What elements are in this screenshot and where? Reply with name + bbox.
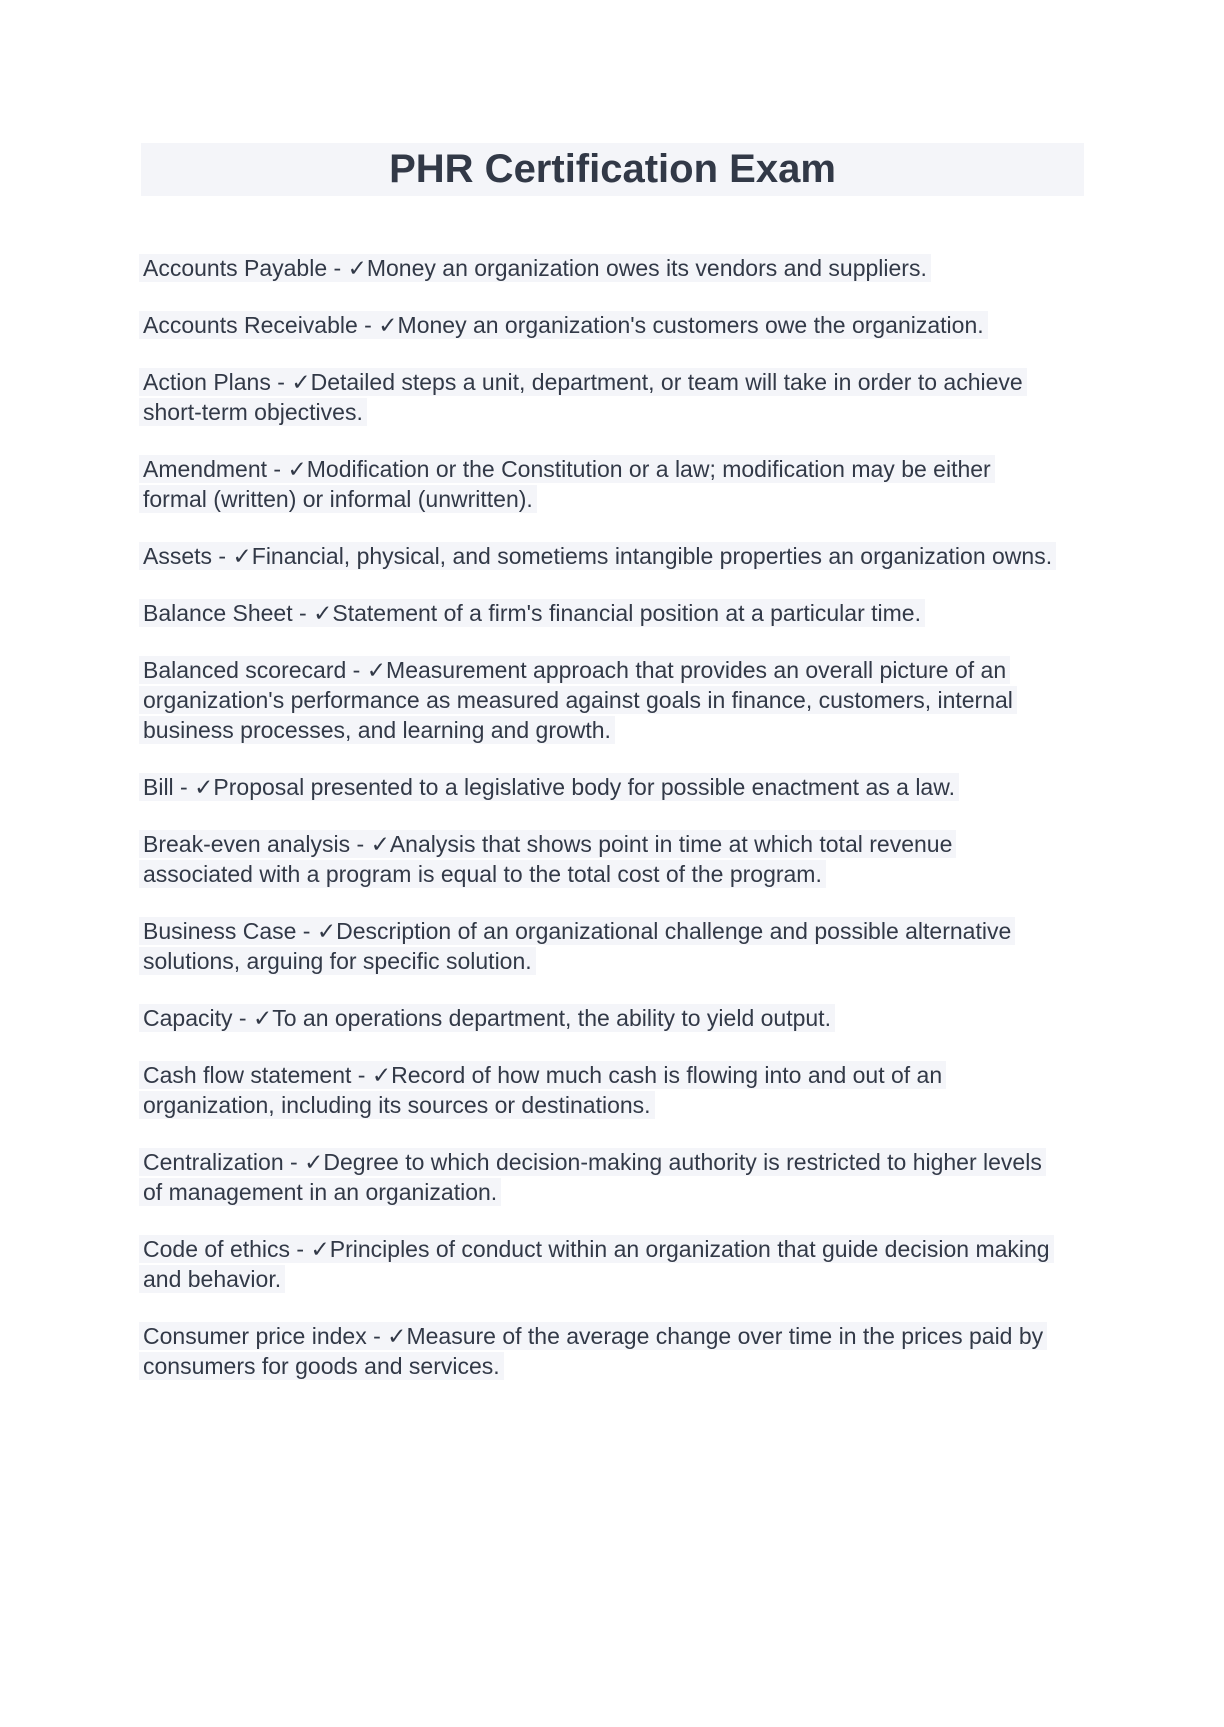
glossary-entry [139, 310, 1057, 340]
entry-separator: - [327, 255, 348, 281]
checkmark-icon: ✓ [252, 1005, 273, 1031]
checkmark-icon: ✓ [370, 831, 390, 857]
checkmark-icon: ✓ [310, 1236, 330, 1262]
page-title: PHR Certification Exam [389, 147, 836, 191]
entry-separator: - [283, 1149, 305, 1175]
checkmark-icon: ✓ [366, 657, 387, 683]
glossary-list [139, 253, 1057, 1381]
entry-separator: - [232, 1005, 253, 1031]
entry-definition: Principles of conduct within an organization that guide decision making and behavior. [143, 1236, 1050, 1292]
entry-separator: - [346, 657, 367, 683]
entry-term: Amendment [143, 456, 268, 482]
entry-highlight [139, 542, 1056, 570]
entry-term: Bill [143, 774, 174, 800]
glossary-entry [139, 598, 1057, 628]
entry-separator: - [351, 1062, 372, 1088]
entry-term: Accounts Receivable [143, 312, 358, 338]
entry-term: Assets [143, 543, 213, 569]
entry-highlight [139, 1322, 1047, 1380]
entry-separator: - [267, 456, 288, 482]
entry-term: Business Case [143, 918, 297, 944]
entry-highlight [139, 1061, 946, 1119]
glossary-entry [139, 1003, 1057, 1033]
entry-term: Code of ethics [143, 1236, 291, 1262]
checkmark-icon: ✓ [378, 312, 398, 338]
entry-definition: Measurement approach that provides an overall picture of an organization's performance as measured against goals in finance, customers, internal business processes, and learning and growth. [143, 657, 1013, 743]
glossary-entry [139, 541, 1057, 571]
glossary-entry [139, 1234, 1057, 1294]
entry-definition: Statement of a firm's financial position at a particular time. [332, 600, 921, 626]
checkmark-icon: ✓ [371, 1062, 392, 1088]
entry-definition: Measure of the average change over time in the prices paid by consumers for goods and services. [143, 1323, 1044, 1379]
entry-term: Balance Sheet [143, 600, 293, 626]
entry-separator: - [366, 1323, 388, 1349]
glossary-entry [139, 1147, 1057, 1207]
entry-highlight [139, 311, 988, 339]
entry-separator: - [270, 369, 292, 395]
entry-definition: Description of an organizational challenge and possible alternative solutions, arguing for specific solution. [143, 918, 1012, 974]
entry-separator: - [290, 1236, 311, 1262]
entry-highlight [139, 1004, 835, 1032]
entry-highlight [139, 773, 959, 801]
glossary-entry [139, 1321, 1057, 1381]
glossary-entry [139, 829, 1057, 889]
entry-highlight [139, 1235, 1054, 1293]
entry-definition: Financial, physical, and sometiems intangible properties an organization owns. [251, 543, 1053, 569]
entry-highlight [139, 917, 1015, 975]
entry-highlight [139, 656, 1017, 744]
entry-term: Balanced scorecard [143, 657, 347, 683]
glossary-entry [139, 655, 1057, 745]
entry-definition: Detailed steps a unit, department, or team will take in order to achieve short-term objectives. [143, 369, 1023, 425]
entry-term: Centralization [143, 1149, 284, 1175]
entry-definition: Money an organization owes its vendors and suppliers. [366, 255, 927, 281]
entry-definition: Modification or the Constitution or a law; modification may be either formal (written) or informal (unwritten). [143, 456, 991, 512]
checkmark-icon: ✓ [287, 456, 307, 482]
document-title-bar [141, 143, 1084, 196]
entry-term: Cash flow statement [143, 1062, 352, 1088]
glossary-entry [139, 367, 1057, 427]
checkmark-icon: ✓ [316, 918, 337, 944]
entry-separator: - [292, 600, 314, 626]
checkmark-icon: ✓ [387, 1323, 407, 1349]
checkmark-icon: ✓ [232, 543, 252, 569]
entry-highlight [139, 254, 931, 282]
entry-highlight [139, 830, 956, 888]
entry-definition: Proposal presented to a legislative body for possible enactment as a law. [213, 774, 955, 800]
entry-highlight [139, 368, 1027, 426]
entry-definition: Record of how much cash is flowing into and out of an organization, including its sources or destinations. [143, 1062, 943, 1118]
checkmark-icon: ✓ [313, 600, 333, 626]
entry-separator: - [350, 831, 371, 857]
checkmark-icon: ✓ [347, 255, 367, 281]
entry-highlight [139, 1148, 1046, 1206]
entry-definition: To an operations department, the ability to yield output. [272, 1005, 831, 1031]
entry-term: Accounts Payable [143, 255, 328, 281]
entry-highlight [139, 455, 995, 513]
entry-term: Action Plans [143, 369, 271, 395]
entry-definition: Money an organization's customers owe the organization. [397, 312, 984, 338]
checkmark-icon: ✓ [304, 1149, 324, 1175]
entry-highlight [139, 599, 925, 627]
entry-separator: - [212, 543, 233, 569]
checkmark-icon: ✓ [291, 369, 311, 395]
entry-separator: - [357, 312, 379, 338]
entry-separator: - [296, 918, 317, 944]
glossary-entry [139, 253, 1057, 283]
checkmark-icon: ✓ [194, 774, 214, 800]
glossary-entry [139, 454, 1057, 514]
entry-term: Consumer price index [143, 1323, 367, 1349]
glossary-entry [139, 916, 1057, 976]
entry-definition: Degree to which decision-making authority is restricted to higher levels of management in an organization. [143, 1149, 1042, 1205]
glossary-entry [139, 772, 1057, 802]
entry-term: Break-even analysis [143, 831, 351, 857]
entry-term: Capacity [143, 1005, 233, 1031]
entry-separator: - [173, 774, 195, 800]
entry-definition: Analysis that shows point in time at which total revenue associated with a program is equal to the total cost of the program. [143, 831, 953, 887]
glossary-entry [139, 1060, 1057, 1120]
